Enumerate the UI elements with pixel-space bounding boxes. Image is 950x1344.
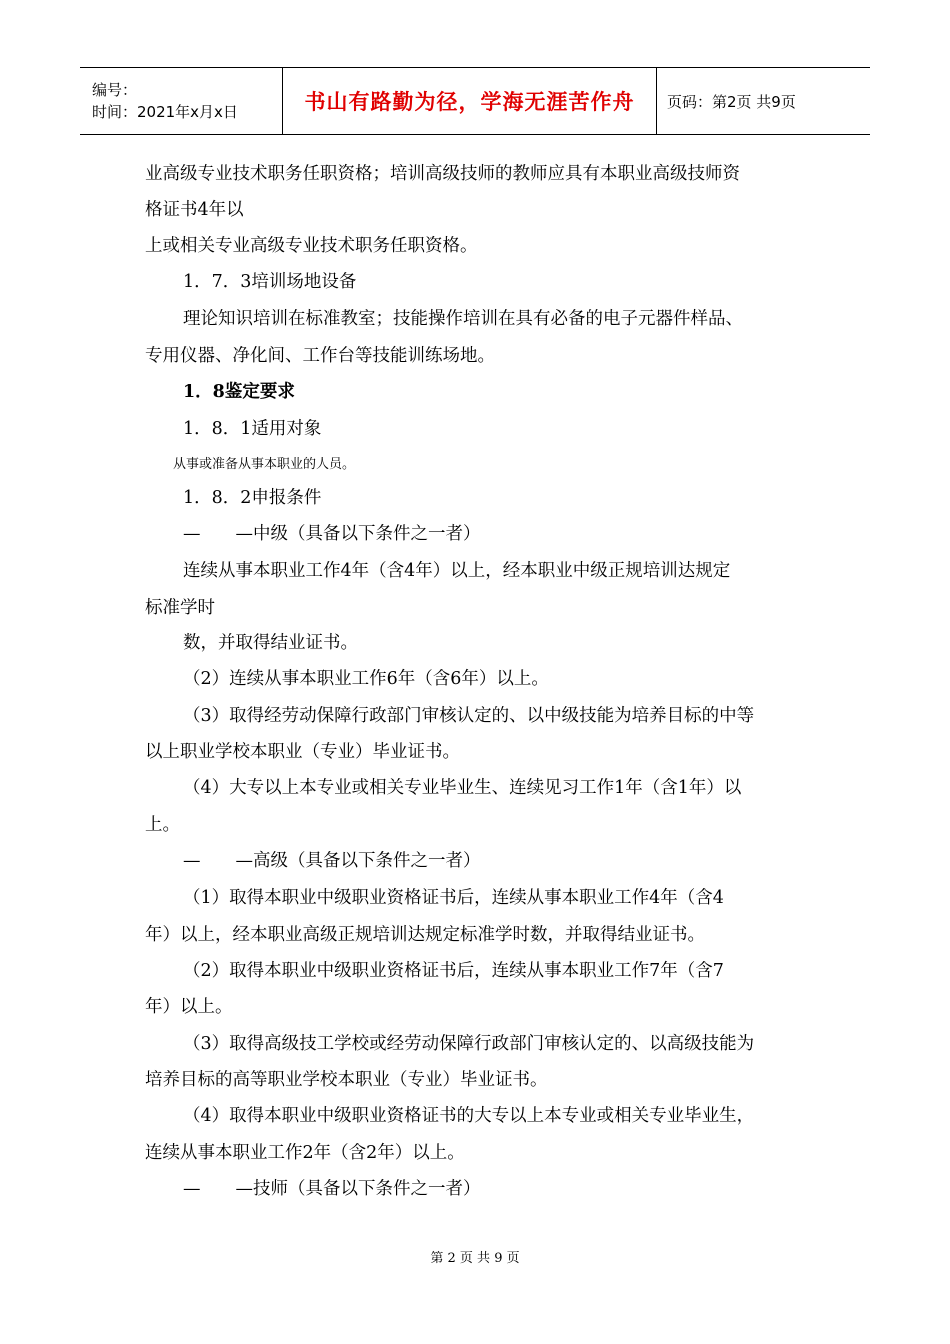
header-meta bbox=[80, 68, 283, 134]
body-line: 理论知识培训在标准教室；技能操作培训在具有必备的电子元器件样品、 bbox=[183, 309, 743, 329]
body-line: 1．7．3培训场地设备 bbox=[183, 272, 357, 292]
body-line: 从事或准备从事本职业的人员。 bbox=[173, 457, 356, 472]
serial-label: 编号： bbox=[92, 81, 138, 99]
body-line: 业高级专业技术职务任职资格；培训高级技师的教师应具有本职业高级技师资 bbox=[145, 164, 740, 184]
body-line: （2）取得本职业中级职业资格证书后，连续从事本职业工作7年（含7 bbox=[183, 961, 724, 981]
header-motto: 书山有路勤为径，学海无涯苦作舟 bbox=[283, 68, 657, 134]
body-line: — —高级（具备以下条件之一者） bbox=[183, 851, 481, 871]
body-line: 年）以上。 bbox=[145, 997, 233, 1017]
body-line: 以上职业学校本职业（专业）毕业证书。 bbox=[145, 742, 460, 762]
body-line: （1）取得本职业中级职业资格证书后，连续从事本职业工作4年（含4 bbox=[183, 888, 724, 908]
date-label: 时间：2021年x月x日 bbox=[92, 103, 238, 121]
body-line: （3）取得高级技工学校或经劳动保障行政部门审核认定的、以高级技能为 bbox=[183, 1034, 755, 1054]
page-footer: 第 2 页 共 9 页 bbox=[430, 1251, 520, 1266]
body-line: （2）连续从事本职业工作6年（含6年）以上。 bbox=[183, 669, 549, 689]
body-line: 1．8．1适用对象 bbox=[183, 419, 322, 439]
header-page-info: 页码：第2页 共9页 bbox=[667, 92, 796, 111]
body-line: 标准学时 bbox=[145, 598, 215, 618]
body-line: 连续从事本职业工作2年（含2年）以上。 bbox=[145, 1143, 465, 1163]
section-heading: 1．8鉴定要求 bbox=[183, 382, 295, 402]
body-line: 格证书4年以 bbox=[145, 200, 244, 220]
body-line: （3）取得经劳动保障行政部门审核认定的、以中级技能为培养目标的中等 bbox=[183, 706, 755, 726]
body-line: （4）取得本职业中级职业资格证书的大专以上本专业或相关专业毕业生， bbox=[183, 1106, 755, 1126]
body-line: 1．8．2申报条件 bbox=[183, 488, 322, 508]
body-line: — —技师（具备以下条件之一者） bbox=[183, 1179, 481, 1199]
body-line: （4）大专以上本专业或相关专业毕业生、连续见习工作1年（含1年）以 bbox=[183, 778, 742, 798]
page-header bbox=[80, 67, 870, 135]
body-line: 专用仪器、净化间、工作台等技能训练场地。 bbox=[145, 346, 495, 366]
body-line: 上。 bbox=[145, 815, 180, 835]
body-line: 连续从事本职业工作4年（含4年）以上，经本职业中级正规培训达规定 bbox=[183, 561, 731, 581]
body-line: 培养目标的高等职业学校本职业（专业）毕业证书。 bbox=[145, 1070, 548, 1090]
body-line: 数，并取得结业证书。 bbox=[183, 633, 358, 653]
body-line: 上或相关专业高级专业技术职务任职资格。 bbox=[145, 236, 478, 256]
body-line: — —中级（具备以下条件之一者） bbox=[183, 524, 481, 544]
body-line: 年）以上，经本职业高级正规培训达规定标准学时数，并取得结业证书。 bbox=[145, 925, 705, 945]
